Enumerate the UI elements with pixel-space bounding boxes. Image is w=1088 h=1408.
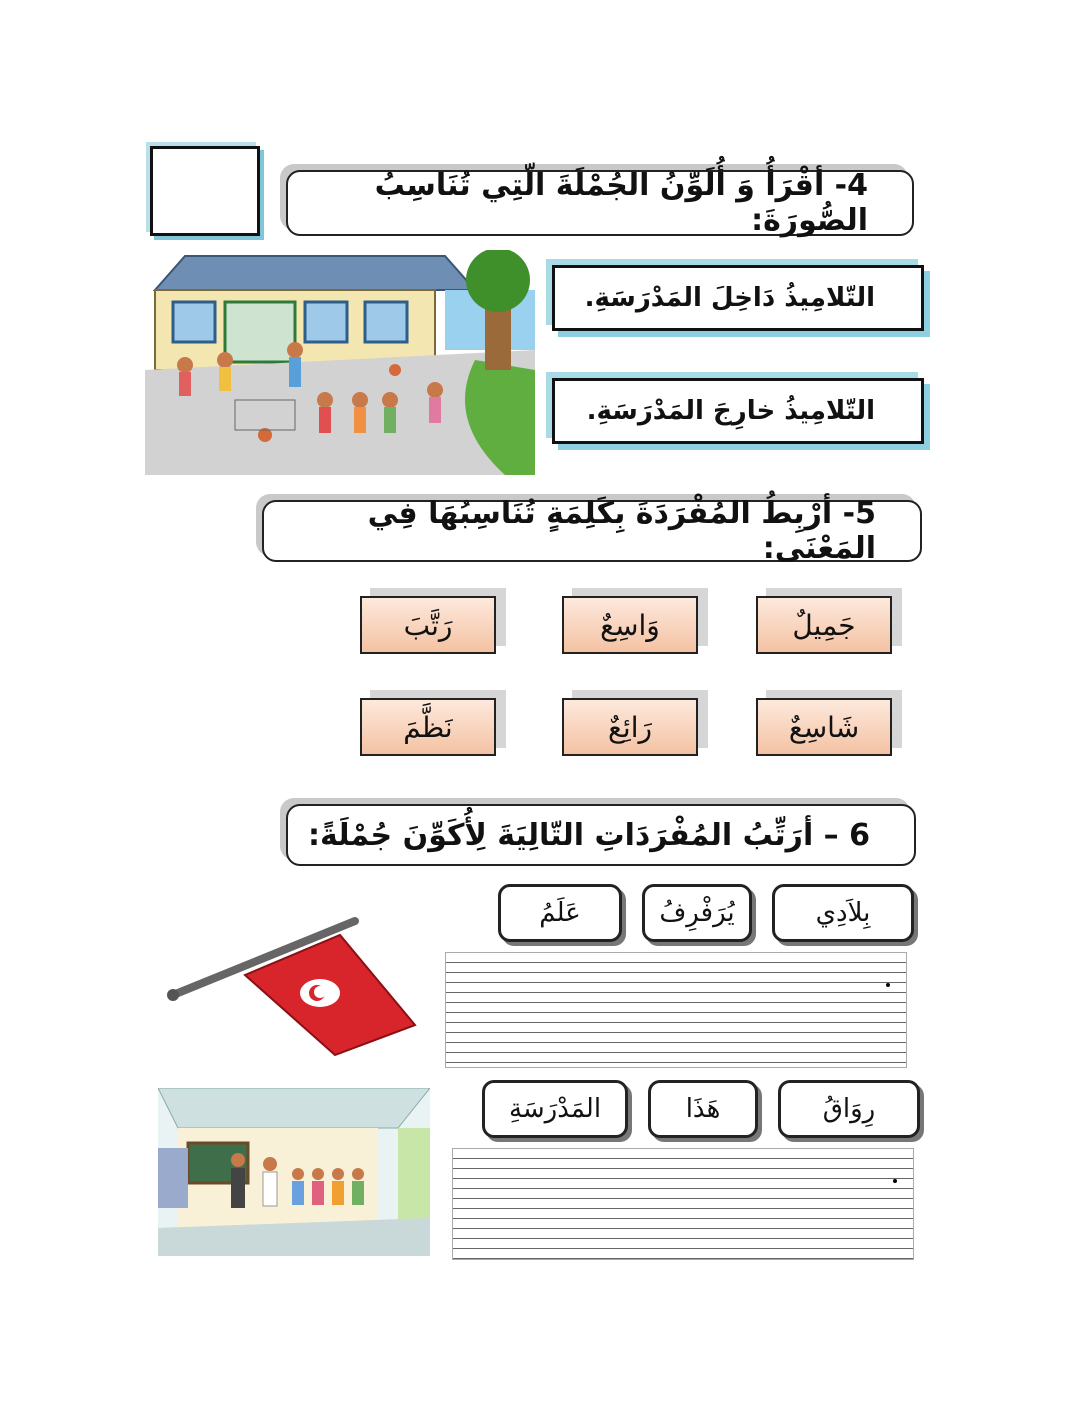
exercise6-title: 6 – أرَتِّبُ المُفْرَدَاتِ التّالِيَةَ لِأُكَوِّنَ جُمْلَةً: <box>286 804 916 866</box>
word-alamu[interactable]: عَلَمُ <box>498 884 622 942</box>
sentence-inside-school[interactable]: التّلامِيذُ دَاخِلَ المَدْرَسَةِ. <box>552 265 924 331</box>
writing-lines-sentence1[interactable] <box>445 952 907 1068</box>
word-rattaba[interactable]: رَتَّبَ <box>360 596 496 654</box>
writing-lines-sentence2[interactable] <box>452 1148 914 1260</box>
word-nazzama[interactable]: نَظَّمَ <box>360 698 496 756</box>
period-mark <box>886 983 890 987</box>
sentence-outside-school[interactable]: التّلامِيذُ خارِجَ المَدْرَسَةِ. <box>552 378 924 444</box>
word-wasi[interactable]: وَاسِعٌ <box>562 596 698 654</box>
exercise4-title: 4- أقْرَأُ وَ أُلَوِّنُ الجُمْلَةَ الّتِي تُنَاسِبُ الصُّورَةَ: <box>286 170 914 236</box>
score-box <box>150 146 260 236</box>
word-jamil[interactable]: جَمِيلٌ <box>756 596 892 654</box>
school-corridor-illustration <box>158 1088 430 1256</box>
word-biladi[interactable]: بِلاَدِي <box>772 884 914 942</box>
school-yard-illustration <box>145 250 535 475</box>
word-rai[interactable]: رَائِعٌ <box>562 698 698 756</box>
period-mark <box>893 1179 897 1183</box>
exercise5-title: 5- أرْبِطُ المُفْرَدَةَ بِكَلِمَةٍ تُنَاسِبُهَا فِي المَعْنَى: <box>262 500 922 562</box>
tunisian-flag-illustration <box>165 915 425 1065</box>
word-shasi[interactable]: شَاسِعٌ <box>756 698 892 756</box>
word-yurafrifu[interactable]: يُرَفْرِفُ <box>642 884 752 942</box>
word-riwaqu[interactable]: رِوَاقُ <box>778 1080 920 1138</box>
word-hadha[interactable]: هَذَا <box>648 1080 758 1138</box>
word-madrasa[interactable]: المَدْرَسَةِ <box>482 1080 628 1138</box>
